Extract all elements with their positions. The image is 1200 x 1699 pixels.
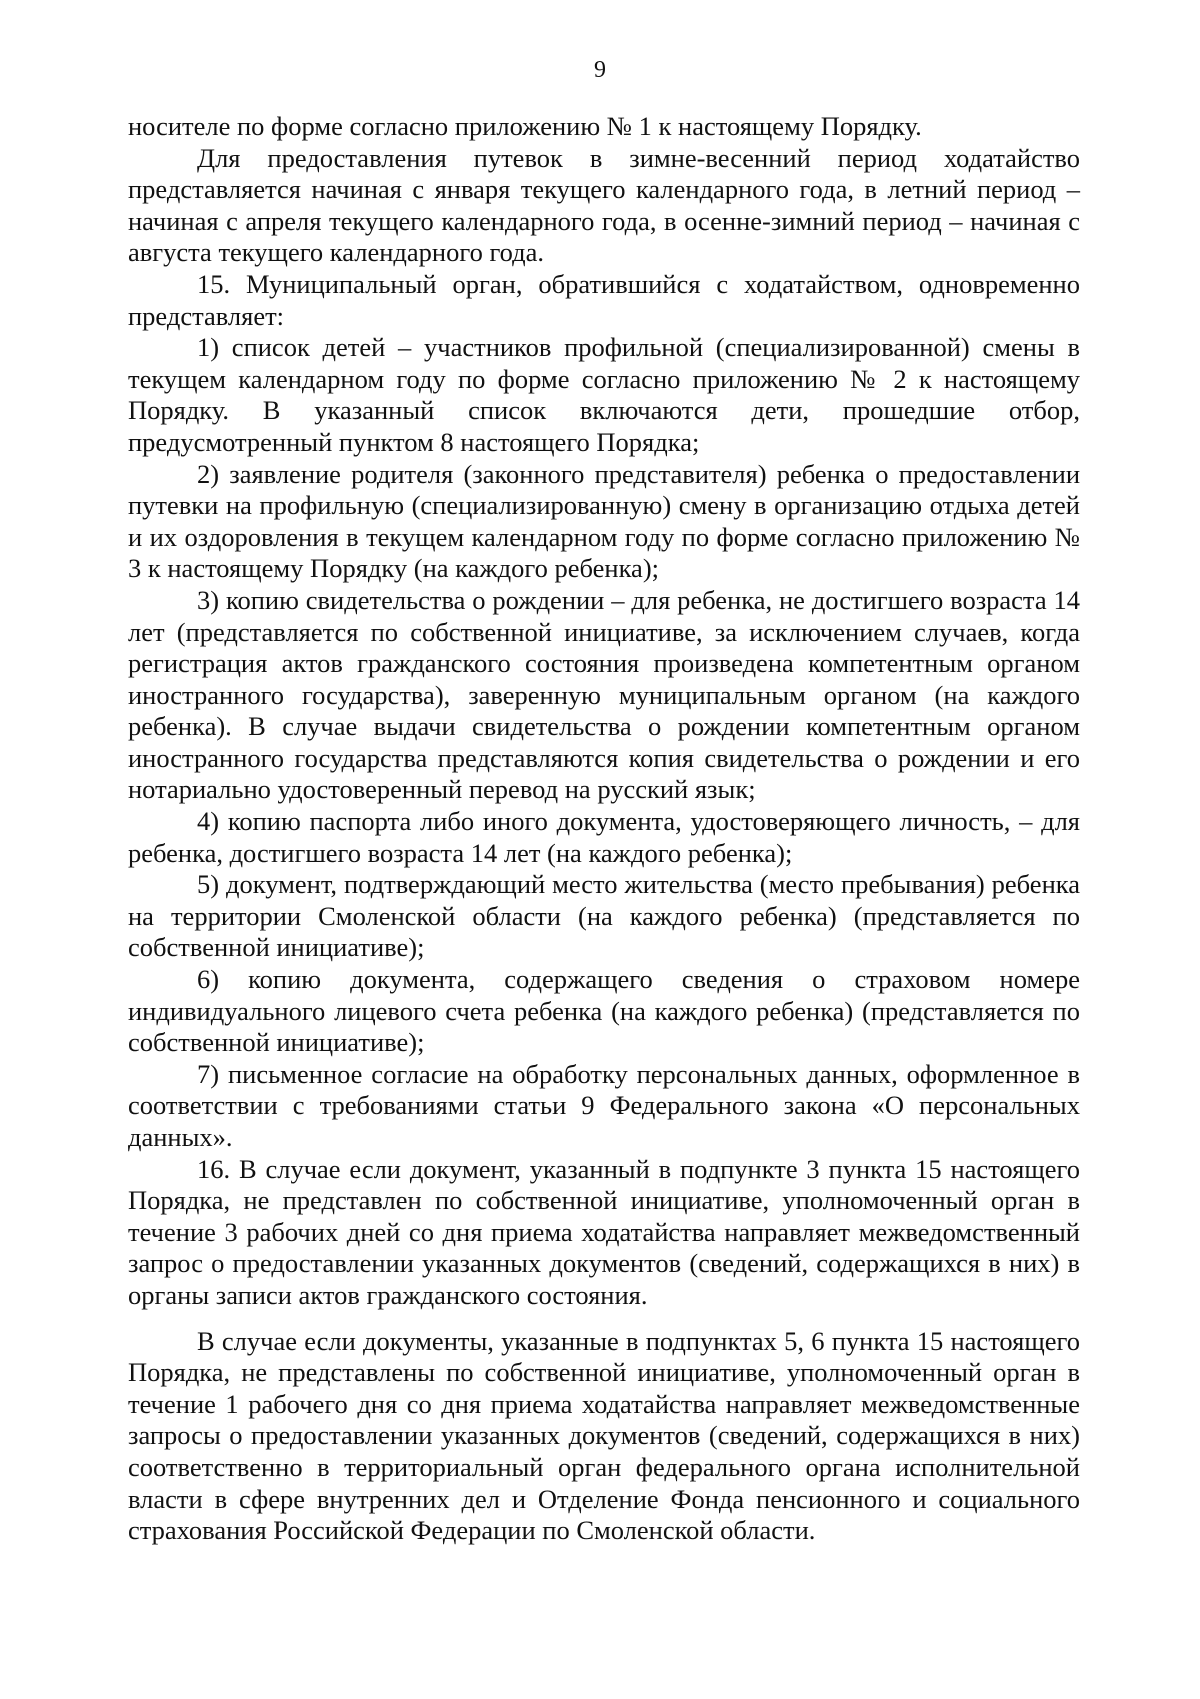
paragraph-item-15: 15. Муниципальный орган, обратившийся с ходатайством, одновременно представляет: xyxy=(128,268,1080,331)
paragraph-item-16-continued: В случае если документы, указанные в подпунктах 5, 6 пункта 15 настоящего Порядка, не представлены по собственной инициативе, уполномоченный орган в течение 1 рабочего дня со дня приема ходатайства направляет межведомственные запросы о предоставлении указанных документов (сведений, содержащихся в них) соответственно в территориальный орган федерального органа исполнительной власти в сфере внутренних дел и Отделение Фонда пенсионного и социального страхования Российской Федерации по Смоленской области. xyxy=(128,1325,1080,1546)
paragraph-subitem-5: 5) документ, подтверждающий место жительства (место пребывания) ребенка на территории Смоленской области (на каждого ребенка) (представляется по собственной инициативе); xyxy=(128,869,1080,963)
paragraph-subitem-7: 7) письменное согласие на обработку персональных данных, оформленное в соответствии с требованиями статьи 9 Федерального закона «О персональных данных». xyxy=(128,1058,1080,1152)
paragraph-subitem-3: 3) копию свидетельства о рождении – для ребенка, не достигшего возраста 14 лет (представляется по собственной инициативе, за исключением случаев, когда регистрация актов гражданского состояния произведена компетентным органом иностранного государства), заверенную муниципальным органом (на каждого ребенка). В случае выдачи свидетельства о рождении компетентным органом иностранного государства представляются копия свидетельства о рождении и его нотариально удостоверенный перевод на русский язык; xyxy=(128,584,1080,805)
document-body xyxy=(128,111,1080,1547)
paragraph-subitem-1: 1) список детей – участников профильной (специализированной) смены в текущем календарном году по форме согласно приложению № 2 к настоящему Порядку. В указанный список включаются дети, прошедшие отбор, предусмотренный пунктом 8 настоящего Порядка; xyxy=(128,332,1080,457)
paragraph-subitem-2: 2) заявление родителя (законного представителя) ребенка о предоставлении путевки на профильную (специализированную) смену в организацию отдыха детей и их оздоровления в текущем календарном году по форме согласно приложению № 3 к настоящему Порядку (на каждого ребенка); xyxy=(128,458,1080,584)
paragraph-subitem-4: 4) копию паспорта либо иного документа, удостоверяющего личность, – для ребенка, достигшего возраста 14 лет (на каждого ребенка); xyxy=(128,806,1080,868)
page-number: 9 xyxy=(594,57,606,83)
paragraph-continuation: носителе по форме согласно приложению № 1 к настоящему Порядку. xyxy=(128,111,922,141)
paragraph-item-16: 16. В случае если документ, указанный в подпункте 3 пункта 15 настоящего Порядка, не представлен по собственной инициативе, уполномоченный орган в течение 3 рабочих дней со дня приема ходатайства направляет межведомственный запрос о предоставлении указанных документов (сведений, содержащихся в них) в органы записи актов гражданского состояния. xyxy=(128,1153,1080,1310)
paragraph-subitem-6: 6) копию документа, содержащего сведения о страховом номере индивидуального лицевого счета ребенка (на каждого ребенка) (представляется по собственной инициативе); xyxy=(128,964,1080,1058)
paragraph-voucher-periods: Для предоставления путевок в зимне-весенний период ходатайство представляется начиная с января текущего календарного года, в летний период – начиная с апреля текущего календарного года, в осенне-зимний период – начиная с августа текущего календарного года. xyxy=(128,142,1080,268)
